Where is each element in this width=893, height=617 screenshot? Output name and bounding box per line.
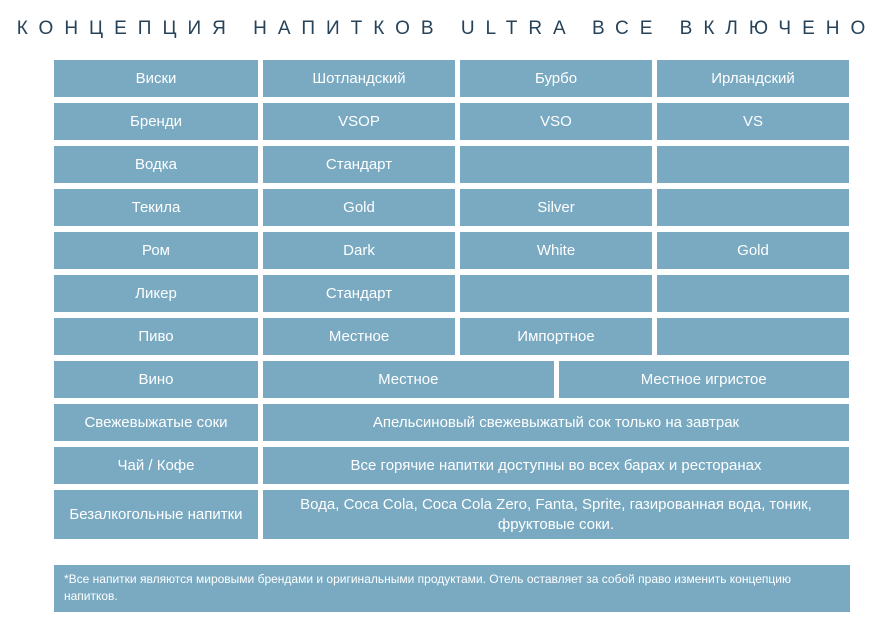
- table-cell: Стандарт: [263, 146, 455, 183]
- table-cell: Gold: [657, 232, 849, 269]
- row-label-whisky: Виски: [54, 60, 258, 97]
- row-label-tea-coffee: Чай / Кофе: [54, 447, 258, 484]
- table-cell: Все горячие напитки доступны во всех барах и ресторанах: [263, 447, 849, 484]
- table-cell: Gold: [263, 189, 455, 226]
- table-cell: [657, 146, 849, 183]
- table-cell: Dark: [263, 232, 455, 269]
- row-label-rum: Ром: [54, 232, 258, 269]
- row-label-brandy: Бренди: [54, 103, 258, 140]
- table-cell: [460, 275, 652, 312]
- table-cell: [460, 146, 652, 183]
- table-cell: Апельсиновый свежевыжатый сок только на завтрак: [263, 404, 849, 441]
- wine-options: [263, 361, 849, 398]
- row-label-juice: Свежевыжатые соки: [54, 404, 258, 441]
- table-cell: VS: [657, 103, 849, 140]
- drinks-table: [54, 60, 850, 539]
- table-cell: Ирландский: [657, 60, 849, 97]
- table-cell: Вода, Coca Cola, Coca Cola Zero, Fanta, Sprite, газированная вода, тоник, фруктовые соки.: [263, 490, 849, 539]
- table-cell: Silver: [460, 189, 652, 226]
- table-cell: Местное игристое: [559, 361, 850, 398]
- table-cell: [657, 189, 849, 226]
- table-cell: [657, 275, 849, 312]
- table-cell: VSOP: [263, 103, 455, 140]
- row-label-soft-drinks: Безалкогольные напитки: [54, 490, 258, 539]
- row-label-vodka: Водка: [54, 146, 258, 183]
- row-label-tequila: Текила: [54, 189, 258, 226]
- table-cell: Бурбо: [460, 60, 652, 97]
- row-label-liqueur: Ликер: [54, 275, 258, 312]
- table-cell: Шотландский: [263, 60, 455, 97]
- row-label-beer: Пиво: [54, 318, 258, 355]
- table-cell: Стандарт: [263, 275, 455, 312]
- table-cell: White: [460, 232, 652, 269]
- page-title: КОНЦЕПЦИЯ НАПИТКОВ ULTRA ВСЕ ВКЛЮЧЕНО: [16, 18, 877, 39]
- table-cell: Местное: [263, 361, 554, 398]
- table-cell: Импортное: [460, 318, 652, 355]
- row-label-wine: Вино: [54, 361, 258, 398]
- table-cell: VSO: [460, 103, 652, 140]
- footnote: *Все напитки являются мировыми брендами и оригинальными продуктами. Отель оставляет за собой право изменить концепцию напитков.: [54, 565, 850, 612]
- table-cell: [657, 318, 849, 355]
- table-cell: Местное: [263, 318, 455, 355]
